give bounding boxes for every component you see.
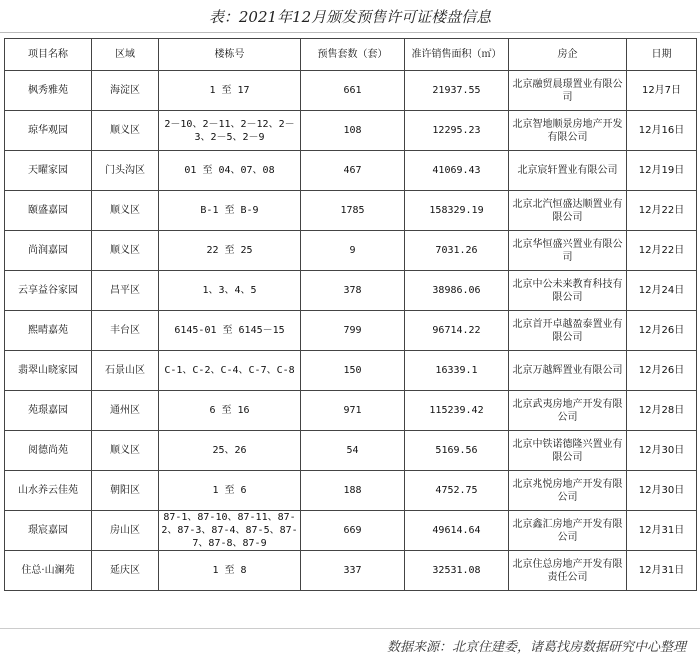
project-name-cell: 阅德尚苑 (5, 431, 92, 471)
units-cell: 378 (301, 271, 405, 311)
developer-cell: 北京北汽恒盛达顺置业有限公司 (509, 191, 627, 231)
area-cell: 38986.06 (405, 271, 509, 311)
project-name-cell: 苑璟嘉园 (5, 391, 92, 431)
table-row (5, 271, 697, 311)
building-no-cell: 1 至 17 (159, 71, 301, 111)
building-no-cell: 2－10、2－11、2－12、2－3、2－5、2－9 (159, 111, 301, 151)
data-source-note: 数据来源：北京住建委，诸葛找房数据研究中心整理 (386, 640, 686, 655)
column-header: 楼栋号 (159, 39, 301, 71)
date-cell: 12月30日 (627, 431, 697, 471)
table-row (5, 191, 697, 231)
area-cell: 7031.26 (405, 231, 509, 271)
column-header: 日期 (627, 39, 697, 71)
units-cell: 1785 (301, 191, 405, 231)
units-cell: 669 (301, 511, 405, 551)
area-cell: 21937.55 (405, 71, 509, 111)
table-row (5, 551, 697, 591)
date-cell: 12月7日 (627, 71, 697, 111)
developer-cell: 北京华恒盛兴置业有限公司 (509, 231, 627, 271)
table-row (5, 151, 697, 191)
date-cell: 12月24日 (627, 271, 697, 311)
district-cell: 延庆区 (92, 551, 159, 591)
project-name-cell: 璟宸嘉园 (5, 511, 92, 551)
date-cell: 12月31日 (627, 511, 697, 551)
area-cell: 158329.19 (405, 191, 509, 231)
date-cell: 12月19日 (627, 151, 697, 191)
units-cell: 467 (301, 151, 405, 191)
developer-cell: 北京中公未来教育科技有限公司 (509, 271, 627, 311)
area-cell: 41069.43 (405, 151, 509, 191)
district-cell: 石景山区 (92, 351, 159, 391)
district-cell: 顺义区 (92, 111, 159, 151)
area-cell: 32531.08 (405, 551, 509, 591)
developer-cell: 北京宸轩置业有限公司 (509, 151, 627, 191)
table-row (5, 111, 697, 151)
table-row (5, 391, 697, 431)
date-cell: 12月30日 (627, 471, 697, 511)
table-row (5, 311, 697, 351)
building-no-cell: 25、26 (159, 431, 301, 471)
building-no-cell: 87-1、87-10、87-11、87-2、87-3、87-4、87-5、87-7、87-8、87-9 (159, 511, 301, 551)
developer-cell: 北京住总房地产开发有限责任公司 (509, 551, 627, 591)
district-cell: 通州区 (92, 391, 159, 431)
developer-cell: 北京万越辉置业有限公司 (509, 351, 627, 391)
project-name-cell: 琼华观园 (5, 111, 92, 151)
building-no-cell: 6145-01 至 6145－15 (159, 311, 301, 351)
column-header: 项目名称 (5, 39, 92, 71)
area-cell: 16339.1 (405, 351, 509, 391)
building-no-cell: 22 至 25 (159, 231, 301, 271)
units-cell: 108 (301, 111, 405, 151)
project-name-cell: 山水养云佳苑 (5, 471, 92, 511)
table-row (5, 471, 697, 511)
date-cell: 12月22日 (627, 191, 697, 231)
date-cell: 12月26日 (627, 351, 697, 391)
building-no-cell: 1、3、4、5 (159, 271, 301, 311)
project-name-cell: 天曜家园 (5, 151, 92, 191)
column-header: 区域 (92, 39, 159, 71)
area-cell: 4752.75 (405, 471, 509, 511)
district-cell: 朝阳区 (92, 471, 159, 511)
developer-cell: 北京融贸晨璟置业有限公司 (509, 71, 627, 111)
district-cell: 丰台区 (92, 311, 159, 351)
project-name-cell: 住总·山澜苑 (5, 551, 92, 591)
date-cell: 12月22日 (627, 231, 697, 271)
units-cell: 54 (301, 431, 405, 471)
date-cell: 12月28日 (627, 391, 697, 431)
developer-cell: 北京武夷房地产开发有限公司 (509, 391, 627, 431)
area-cell: 115239.42 (405, 391, 509, 431)
table-row (5, 231, 697, 271)
developer-cell: 北京鑫汇房地产开发有限公司 (509, 511, 627, 551)
units-cell: 661 (301, 71, 405, 111)
area-cell: 5169.56 (405, 431, 509, 471)
presale-permit-table (4, 38, 697, 591)
developer-cell: 北京中铁诺德隆兴置业有限公司 (509, 431, 627, 471)
project-name-cell: 云享益谷家园 (5, 271, 92, 311)
district-cell: 顺义区 (92, 191, 159, 231)
footer-divider (0, 628, 700, 629)
date-cell: 12月26日 (627, 311, 697, 351)
district-cell: 顺义区 (92, 231, 159, 271)
building-no-cell: 6 至 16 (159, 391, 301, 431)
project-name-cell: 颐盛嘉园 (5, 191, 92, 231)
developer-cell: 北京首开卓越盈泰置业有限公司 (509, 311, 627, 351)
column-header: 房企 (509, 39, 627, 71)
header-row (5, 39, 697, 71)
district-cell: 门头沟区 (92, 151, 159, 191)
developer-cell: 北京兆悦房地产开发有限公司 (509, 471, 627, 511)
district-cell: 顺义区 (92, 431, 159, 471)
date-cell: 12月31日 (627, 551, 697, 591)
table-row (5, 511, 697, 551)
project-name-cell: 翡翠山晓家园 (5, 351, 92, 391)
developer-cell: 北京智地顺景房地产开发有限公司 (509, 111, 627, 151)
area-cell: 96714.22 (405, 311, 509, 351)
project-name-cell: 熙晴嘉苑 (5, 311, 92, 351)
building-no-cell: B-1 至 B-9 (159, 191, 301, 231)
area-cell: 49614.64 (405, 511, 509, 551)
units-cell: 9 (301, 231, 405, 271)
district-cell: 海淀区 (92, 71, 159, 111)
building-no-cell: 1 至 8 (159, 551, 301, 591)
column-header: 准许销售面积（㎡） (405, 39, 509, 71)
units-cell: 150 (301, 351, 405, 391)
units-cell: 799 (301, 311, 405, 351)
project-name-cell: 尚润嘉园 (5, 231, 92, 271)
table-caption: 表：2021年12月颁发预售许可证楼盘信息 (0, 0, 700, 33)
building-no-cell: 1 至 6 (159, 471, 301, 511)
table-row (5, 431, 697, 471)
district-cell: 房山区 (92, 511, 159, 551)
date-cell: 12月16日 (627, 111, 697, 151)
units-cell: 971 (301, 391, 405, 431)
units-cell: 337 (301, 551, 405, 591)
district-cell: 昌平区 (92, 271, 159, 311)
building-no-cell: 01 至 04、07、08 (159, 151, 301, 191)
column-header: 预售套数（套） (301, 39, 405, 71)
project-name-cell: 枫秀雅苑 (5, 71, 92, 111)
table-row (5, 71, 697, 111)
units-cell: 188 (301, 471, 405, 511)
table-row (5, 351, 697, 391)
area-cell: 12295.23 (405, 111, 509, 151)
building-no-cell: C-1、C-2、C-4、C-7、C-8 (159, 351, 301, 391)
